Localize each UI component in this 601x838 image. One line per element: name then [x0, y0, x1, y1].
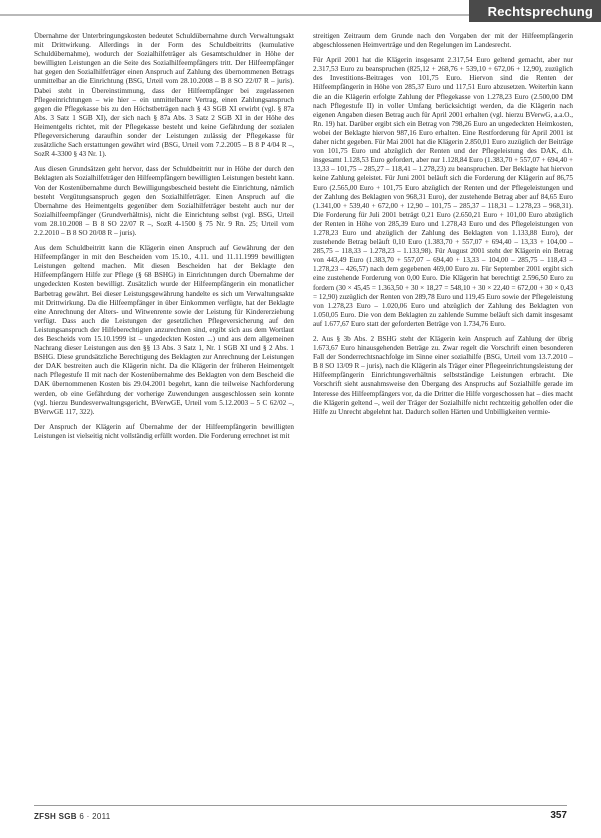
paragraph: Aus diesen Grundsätzen geht hervor, dass der Schuldbeitritt nur in Höhe der durch den Beklagten als Sozialhilfeträger den Hilfeempfängern bewilligten Leistungen besteht kann. Von der Kostenübernahme durch Bewilligungsbescheid besteht die Einrichtung, nämlich besteht Vergütungsanspruch gegen den Sozialhilfeträger. Einen Anspruch auf die Übernahme des Heimentgelts gegenüber dem Sozialhilfeträger besteht auch nur der Sozialhilfeempfänger (Grundverhältnis), nicht die Einrichtung selbst (vgl. BSG, Urteil vom 28.10.2008 – B 8 SO 22/07 R –, SozR 4-1500 § 75 Nr. 9 Rn. 25; Urteil vom 2.2.2010 – B 8 SO 20/08 R – juris). [34, 165, 294, 237]
footer-journal [34, 812, 111, 821]
right-column [313, 32, 573, 802]
paragraph: Der Anspruch der Klägerin auf Übernahme der der Hilfeempfängerin bewilligten Leistungen ist vielseitig nicht vollständig erfüllt worden. Die Forderung errechnet ist mit [34, 422, 294, 440]
footer-rule [34, 805, 567, 806]
paragraph: Für April 2001 hat die Klägerin insgesamt 2.317,54 Euro geltend gemacht, aber nur 2.317,53 Euro zu beanspruchen (825,12 + 268,76 + 539,10 + 672,06 + 12,90), zuzüglich des Investitions-Beitrages von 101,75 Euro. Hiervon sind die Renten der Hilfeempfängerin in Höhe von 285,37 Euro und 117,51 Euro abzusetzen. Weiterhin kann die an die Klägerin erfolgte Zahlung der Pflegekasse von 1.278,23 Euro (2.500,00 DM nach Pflegestufe II) in voller Umfang berücksichtigt werden, da die Klägerin nach eigenen Angaben diesen Betrag auch für April 2001 erhalten (vgl. hierzu BVerwG, a.a.O., Rn. 19) hat. Darüber ergibt sich ein Betrag von 798,26 Euro an ungedeckten Heimkosten, wobei der Beklagte hiervon 987,16 Euro erhalten. Eine Restforderung für April 2001 ist daher nicht gegeben. Für Mai 2001 hat die Klägerin 2.850,01 Euro zuzüglich der Beiträge von 101,75 Euro und abzüglich der Renten und der Pflegeleistung des DAK, d.h. insgesamt 1.128,53 Euro gefordert, aber nur 1.128,84 Euro (1.383,70 + 557,07 + 694,40 + 13,33 – 101,75 – 285,27 – 118,41 – 1.278,23) zu beanspruchen. Der Beklagte hat hiervon keine Zahlung geleistet. Für Juni 2001 beläuft sich die Forderung der Klägerin auf 86,75 Euro (2.565,00 Euro + 101,75 Euro abzüglich der Renten und der Pflegeleistungen und der Zahlung des Beklagten von 968,31 Euro), der zustehende Betrag aber auf 84,65 Euro (1.341,00 + 539,40 + 672,00 + 12,90 – 101,75 – 285,37 – 118,31 – 1.278,23 – 968,31). Die Forderung für Juli 2001 beträgt 0,21 Euro (2.650,21 Euro + 101,00 Euro abzüglich der Renten in Höhe von 285,39 Euro und 1.278,43 Euro und des Pflegeleistungen von 1.278,23 Euro und abzüglich der Zahlung des Beklagten von 1.133,88 Euro), der zustehende Betrag beläuft 0,10 Euro (1.383,70 + 557,07 + 694,40 – 13,33 + 104,00 – 285,75 – 118,33 – 1.278,23 – 1.133,98). Für August 2001 steht der Klägerin ein Betrag von 443,49 Euro (1.383,70 + 557,07 – 694,40 + 13,33 – 104,00 – 285,75 – 118,43 – 1.278,23 – 426,57) nach dem gegebenen 469,00 Euro zu. Für September 2001 ergibt sich eine zustehende Forderung von 0,00 Euro. Die Klägerin hat berechtigt 2.596,50 Euro zu fordern (30 × 45,45 = 1.363,50 + 30 × 18,27 = 548,10 + 30 × 22,40 = 672,00 + 30 × 0,43 = 12,90) zuzüglich der Renten von 289,78 Euro und 119,45 Euro sowie der Pflegeleistung von 1.278,23 Euro – 1.020,06 Euro und abzüglich der Zahlung des Beklagten von 1.050,05 Euro. Die von dem Beklagten zu zahlende Summe beläuft sich damit insgesamt auf 1.677,67 Euro statt der geforderten Beträge von 1.734,76 Euro. [313, 56, 573, 328]
page-number: 357 [550, 810, 567, 821]
section-title: Rechtsprechung [487, 3, 593, 19]
paragraph: streitigen Zeitraum dem Grunde nach den Vorgaben der mit der Hilfeempfängerin abgeschlossenen Heimverträge und den Regelungen im Landesrecht. [313, 32, 573, 50]
journal-issue: 6 · 2011 [79, 812, 111, 821]
paragraph: 2. Aus § 3b Abs. 2 BSHG steht der Klägerin kein Anspruch auf Zahlung der übrig 1.673,67 Euro hinausgehenden Beträge zu. Zwar regelt die Vorschrift einen besonderen Fall der Sonderrechtsnachfolge im Sinne einer sozialhilfe (BSG, Urteil vom 13.7.2010 – B 8 SO 13/09 R – juris), nach die Klägerin als Träger einer Pflegeeinrichtungsleistung der Hilfeempfängerin Einrichtungsverhältnis selbstständige Leistungen erbracht. Die Vorschrift sieht ausnahmsweise den Übergang des Anspruchs auf Sozialhilfe gerade im Interesse des Hilfeempfängers vor, da die Dritter die Hilfe vorgeschossen hat – dies macht die Klägerin geltend –, weil der Träger der Sozialhilfe nicht rechtzeitig geholfen oder die Hilfe zu Unrecht abgelehnt hat. Dadurch sollen Härten und Unbilligkeiten vermie- [313, 335, 573, 416]
section-header [469, 0, 601, 22]
paragraph: Übernahme der Unterbringungskosten bedeutet Schuldübernahme durch Verwaltungsakt mit Drittwirkung. Allerdings in der Form des Schuldbeitritts (kumulative Schuldübernahme), wodurch der Sozialhilfeträger als Gesamtschuldner in Höhe der bewilligten Leistungen an die Seite des Sozialhilfeempfängers tritt. Der Hilfeempfänger hat gegen den Sozialhilfeträger einen Anspruch auf Zahlung des übernommenen Betrags unmittelbar an die Einrichtung (BSG, Urteil vom 28.10.2008 – B 8 SO 22/07 R – juris). Dabei steht in Übereinstimmung, dass der Hilfeempfänger bei zugelassenen Pflegeeinrichtungen – wie hier – ein unmittelbarer Vertrag, einen Zahlungsanspruch gegen die Pflegekasse bis zu den Höchstbeträgen nach § 43 SGB XI erwirbt (vgl. § 87a Abs. 3 Satz 1 SGB XI), der sich nach § 87a Abs. 3 Satz 2 SGB XI in der Höhe des Heimentgelts richtet, mit der Pflegekasse besteht und keine Gefährdung der sozialen Pflegeversicherung daraufhin sonder der Leistungen zulässig der Pflegekasse für zusätzliche Sach erstattungen gewährt wird (BSG, Urteil vom 7.2.2005 – B 8 P 4/04 R –, SozR 4-3300 § 43 Nr. 1). [34, 32, 294, 159]
paragraph: Aus dem Schuldbeitritt kann die Klägerin einen Anspruch auf Gewährung der den Hilfeempfänger in mit den Bescheiden vom 15.10., 4.11. und 11.11.1999 bewilligten Leistungen geltend machen. Mit diesen Bescheiden hat der Beklagte den Hilfeempfängern Hilfe zur Pflege (§ 68 BSHG) in Einrichtungen durch Übernahme der ungedeckten Kosten bewilligt. Zusätzlich wurde der Hilfeempfängerin ein monatlicher Barbetrag gewährt. Bei dieser Leistungsgewährung handelte es sich um Verwaltungsakte mit Drittwirkung. Da die Hilfeempfänger in über Einkommen verfügte, hat der Beklagte eine Anrechnung der Alters- und Witwenrente sowie der Leistung für Kindererziehung verfügt. Dass auch die Leistungen der gesetzlichen Pflegeversicherung auf den Leistungsanspruch der Hilfeberechtigten anzurechnen sind, ergibt sich aus dem Wortlaut des Bescheids vom 15.10.1999 ist – ungedeckten Kosten ...) und aus dem allgemeinen Nachrang dieser Leistungen aus den §§ 13 Abs. 3 Satz 1, Nr. 1 SGB XI und § 2 Abs. 1 BSHG. Diese grundsätzliche Berechtigung des Beklagten zur Anrechnung der Leistungen der DAK bestreiten auch die Klägerin nicht. Da die Klägerin der früheren Heimentgelt nach Pflegestufe II mit nach der Kostenübernahme des Beklagten von dem Bescheid die DAK übernommenen Kosten bis 29.04.2001 begehrt, kann die teilweise Nachforderung werden, ob eine Gefährdung der vorherige Zuwendungen ausgeschlossen sein konnte (vgl. hierzu Bundesverwaltungsgericht, BVerwGE, Urteil vom 5.12.2003 – 5 C 62/02 –, BVerwGE 117, 322). [34, 244, 294, 416]
journal-name: ZFSH SGB [34, 812, 77, 821]
left-column [34, 32, 294, 802]
